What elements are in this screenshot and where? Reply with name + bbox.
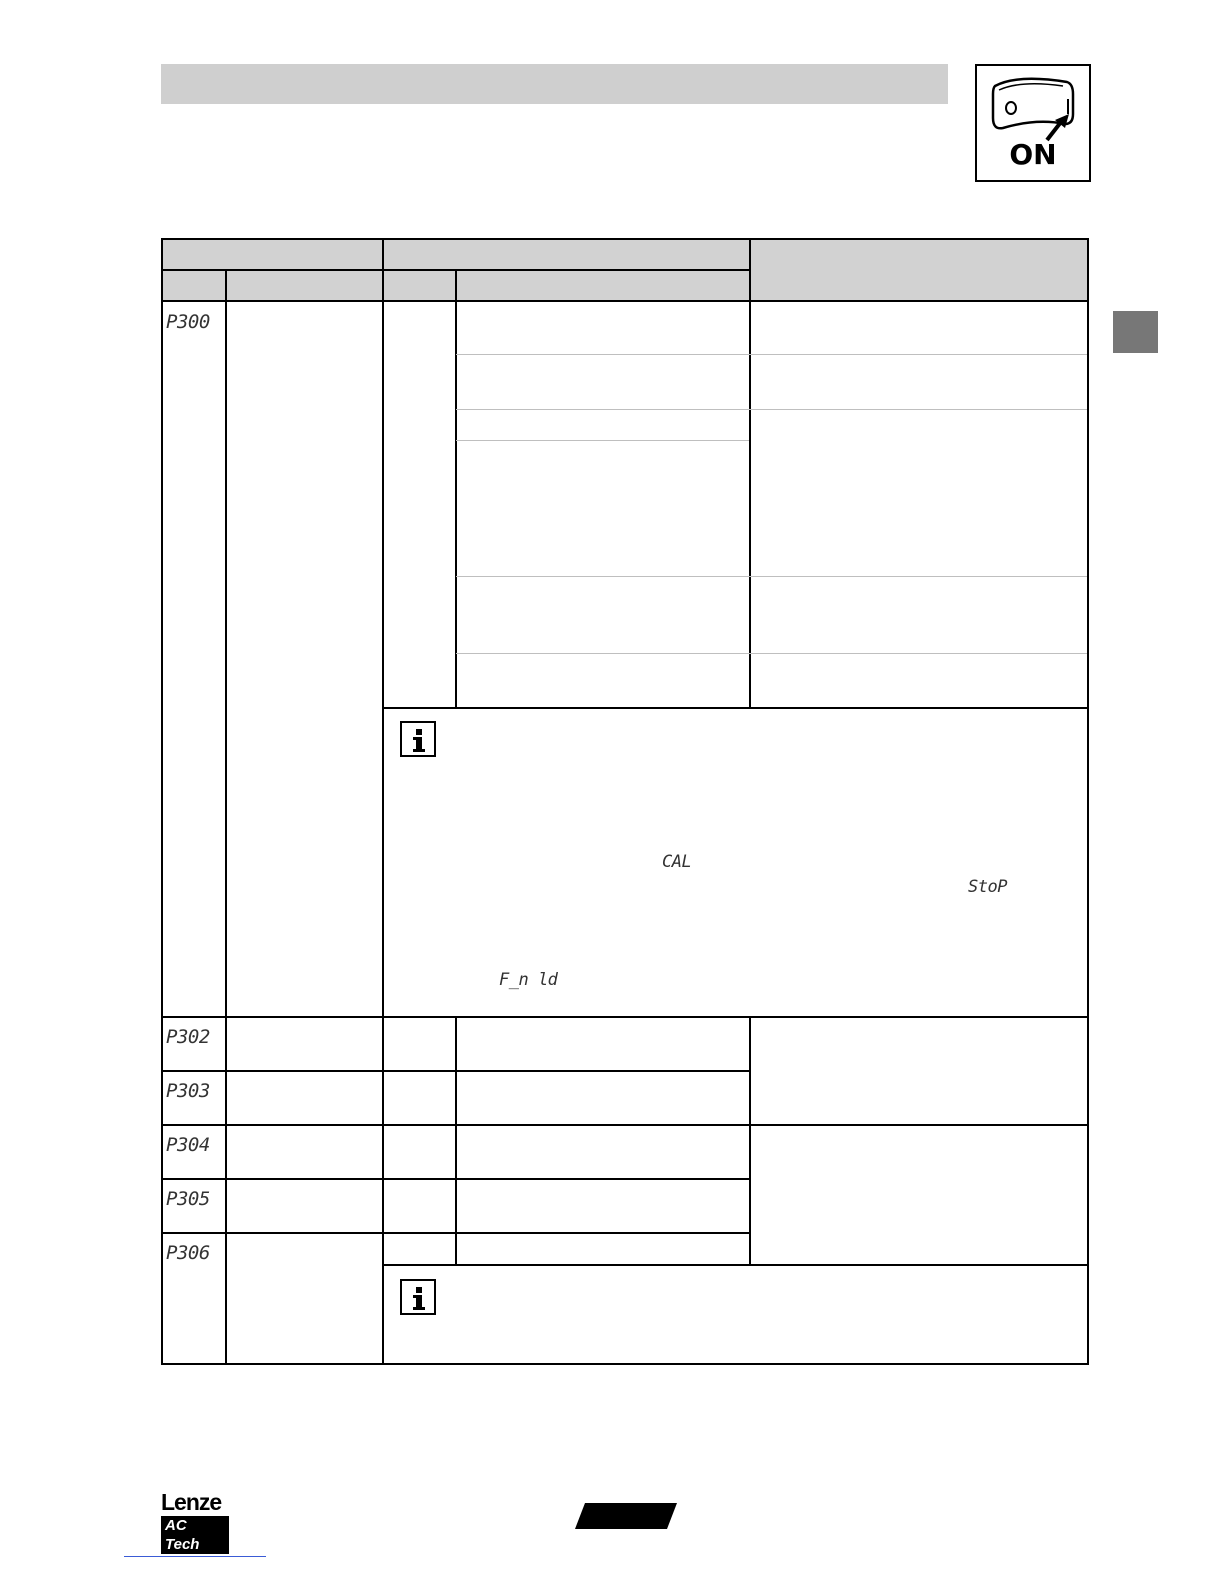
col-divider xyxy=(382,240,384,1364)
header-divider xyxy=(163,269,750,271)
subrow-divider xyxy=(456,440,749,441)
row-divider xyxy=(163,1232,750,1234)
row-divider xyxy=(163,1124,1087,1126)
brand-name: Lenze xyxy=(161,1489,222,1515)
row-divider xyxy=(163,1178,750,1180)
param-code-p306: P306 xyxy=(166,1242,210,1264)
param-code-p303: P303 xyxy=(166,1080,210,1102)
display-fail: F_n ld xyxy=(499,970,558,990)
row-divider xyxy=(163,1070,750,1072)
subrow-divider xyxy=(456,576,1087,577)
col-divider xyxy=(225,270,227,1364)
info-icon xyxy=(400,721,436,757)
display-stop: StoP xyxy=(968,877,1007,897)
col-divider xyxy=(455,270,457,708)
subrow-divider xyxy=(456,653,1087,654)
param-code-p304: P304 xyxy=(166,1134,210,1156)
info-icon xyxy=(400,1279,436,1315)
col-divider xyxy=(749,240,751,708)
page-number-tab xyxy=(575,1503,677,1529)
section-header-bar xyxy=(161,64,948,104)
parameter-table xyxy=(161,238,1089,1365)
on-label: ON xyxy=(1009,138,1057,171)
brand-subname: AC Tech xyxy=(161,1516,229,1554)
row-divider xyxy=(383,1264,1087,1266)
lenze-logo xyxy=(161,1490,233,1554)
col-divider xyxy=(749,1017,751,1265)
subrow-divider xyxy=(456,409,1087,410)
param-code-p300: P300 xyxy=(166,311,210,333)
power-on-icon xyxy=(975,64,1091,182)
col-divider xyxy=(455,1017,457,1265)
chapter-tab xyxy=(1113,311,1158,353)
param-code-p302: P302 xyxy=(166,1026,210,1048)
param-code-p305: P305 xyxy=(166,1188,210,1210)
row-divider xyxy=(383,707,1087,709)
display-cal: CAL xyxy=(662,852,692,872)
subrow-divider xyxy=(456,354,1087,355)
footer-link-line xyxy=(124,1556,266,1557)
header-bottom xyxy=(163,300,1087,302)
row-divider xyxy=(163,1016,1087,1018)
